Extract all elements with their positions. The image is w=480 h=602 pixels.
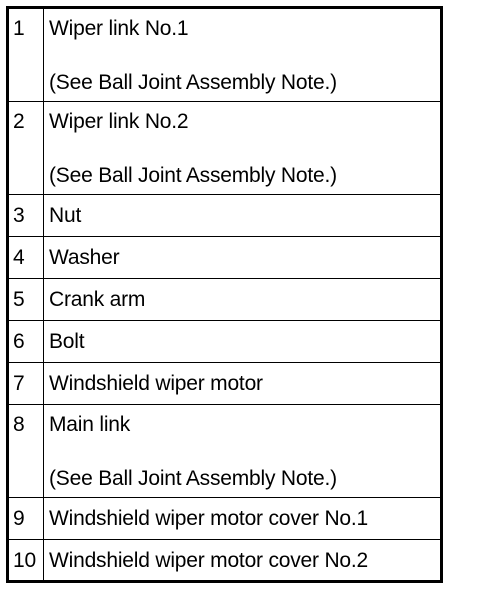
- part-name: Washer: [49, 246, 120, 269]
- table-row: [8, 102, 442, 195]
- table-row: [8, 195, 442, 237]
- part-number: 1: [13, 17, 25, 40]
- part-number-cell: [8, 195, 44, 237]
- table-row: [8, 279, 442, 321]
- part-number: 6: [13, 330, 25, 353]
- part-description-cell: [44, 102, 442, 195]
- part-number: 7: [13, 372, 25, 395]
- part-name: Wiper link No.1: [49, 17, 189, 40]
- part-description-cell: [44, 321, 442, 363]
- part-name: Wiper link No.2: [49, 110, 189, 133]
- part-description-cell: [44, 540, 442, 582]
- part-number-cell: [8, 8, 44, 102]
- table-row: [8, 321, 442, 363]
- parts-table: [6, 6, 443, 583]
- part-description-cell: [44, 363, 442, 405]
- part-description-cell: [44, 195, 442, 237]
- part-number: 9: [13, 507, 25, 530]
- part-name: Nut: [49, 204, 82, 227]
- part-note: (See Ball Joint Assembly Note.): [49, 467, 337, 490]
- table-row: [8, 237, 442, 279]
- part-number: 4: [13, 246, 25, 269]
- part-name: Windshield wiper motor: [49, 372, 263, 395]
- part-number-cell: [8, 237, 44, 279]
- part-note: (See Ball Joint Assembly Note.): [49, 164, 337, 187]
- part-name: Main link: [49, 413, 131, 436]
- part-number: 2: [13, 110, 25, 133]
- part-name: Windshield wiper motor cover No.2: [49, 549, 369, 572]
- part-description-cell: [44, 279, 442, 321]
- part-note: (See Ball Joint Assembly Note.): [49, 71, 337, 94]
- part-number: 3: [13, 204, 25, 227]
- part-description-cell: [44, 8, 442, 102]
- table-row: [8, 540, 442, 582]
- part-number-cell: [8, 498, 44, 540]
- part-name: Crank arm: [49, 288, 146, 311]
- part-number-cell: [8, 279, 44, 321]
- part-number-cell: [8, 540, 44, 582]
- part-description-cell: [44, 498, 442, 540]
- table-row: [8, 498, 442, 540]
- table-row: [8, 363, 442, 405]
- table-row: [8, 8, 442, 102]
- part-description-cell: [44, 405, 442, 498]
- part-name: Windshield wiper motor cover No.1: [49, 507, 369, 530]
- part-number: 5: [13, 288, 25, 311]
- table-row: [8, 405, 442, 498]
- part-number-cell: [8, 363, 44, 405]
- part-name: Bolt: [49, 330, 85, 353]
- part-number: 8: [13, 413, 25, 436]
- part-number-cell: [8, 321, 44, 363]
- part-number-cell: [8, 405, 44, 498]
- part-number: 10: [13, 549, 36, 572]
- part-number-cell: [8, 102, 44, 195]
- part-description-cell: [44, 237, 442, 279]
